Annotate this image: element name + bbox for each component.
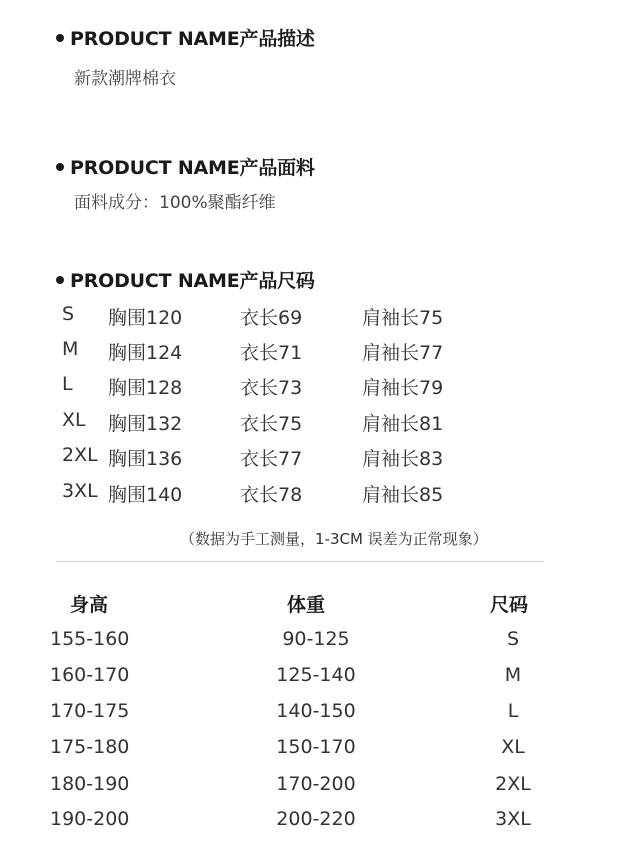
sleeve-value: 肩袖长83 — [362, 448, 444, 470]
bullet-icon — [56, 163, 64, 171]
length-value: 衣长69 — [240, 307, 303, 329]
size-chart-row — [0, 303, 640, 333]
sleeve-value: 肩袖长79 — [362, 377, 444, 399]
divider — [56, 561, 544, 562]
size-chart-row — [0, 409, 640, 439]
sleeve-value: 肩袖长77 — [362, 342, 444, 364]
section-size-title — [56, 266, 315, 293]
weight-cell: 140-150 — [276, 700, 356, 722]
length-value: 衣长75 — [240, 413, 303, 435]
sleeve-value: 肩袖长81 — [362, 413, 444, 435]
height-cell: 160-170 — [50, 664, 130, 686]
table-row — [0, 628, 640, 658]
weight-cell: 170-200 — [276, 773, 356, 795]
height-cell: 190-200 — [50, 808, 130, 830]
size-cell: M — [504, 664, 522, 686]
height-cell: 180-190 — [50, 773, 130, 795]
height-cell: 175-180 — [50, 736, 130, 758]
header-weight: 体重 — [287, 594, 326, 616]
size-label: XL — [62, 409, 86, 431]
weight-cell: 125-140 — [276, 664, 356, 686]
table-row — [0, 700, 640, 730]
table-row — [0, 736, 640, 766]
height-cell: 170-175 — [50, 700, 130, 722]
sleeve-value: 肩袖长75 — [362, 307, 444, 329]
length-value: 衣长77 — [240, 448, 303, 470]
length-value: 衣长78 — [240, 484, 303, 506]
size-label: M — [62, 338, 79, 360]
size-cell: 2XL — [495, 773, 531, 795]
weight-cell: 150-170 — [276, 736, 356, 758]
section-title-text: PRODUCT NAME产品描述 — [70, 28, 315, 50]
header-size: 尺码 — [490, 594, 529, 616]
weight-cell: 90-125 — [282, 628, 350, 650]
section-title-text: PRODUCT NAME产品尺码 — [70, 270, 315, 292]
chest-value: 胸围128 — [108, 377, 183, 399]
table-row — [0, 773, 640, 803]
size-cell: 3XL — [495, 808, 531, 830]
size-label: 2XL — [62, 444, 98, 466]
size-label: L — [62, 373, 73, 395]
size-chart-row — [0, 373, 640, 403]
header-height: 身高 — [70, 594, 109, 616]
length-value: 衣长71 — [240, 342, 303, 364]
bullet-icon — [56, 34, 64, 42]
size-chart-row — [0, 444, 640, 474]
chest-value: 胸围140 — [108, 484, 183, 506]
height-cell: 155-160 — [50, 628, 130, 650]
section-description-text: 新款潮牌棉衣 — [74, 69, 176, 89]
weight-cell: 200-220 — [276, 808, 356, 830]
measurement-note: （数据为手工测量，1-3CM 误差为正常现象） — [180, 530, 488, 548]
chest-value: 胸围120 — [108, 307, 183, 329]
size-cell: S — [506, 628, 520, 650]
chest-value: 胸围136 — [108, 448, 183, 470]
length-value: 衣长73 — [240, 377, 303, 399]
size-label: S — [62, 303, 75, 325]
bullet-icon — [56, 276, 64, 284]
sleeve-value: 肩袖长85 — [362, 484, 444, 506]
size-cell: XL — [501, 736, 525, 758]
chest-value: 胸围124 — [108, 342, 183, 364]
chest-value: 胸围132 — [108, 413, 183, 435]
section-description-title — [56, 24, 315, 51]
section-fabric-text: 面料成分：100%聚酯纤维 — [74, 193, 276, 213]
size-label: 3XL — [62, 480, 98, 502]
section-fabric-title — [56, 153, 315, 180]
section-title-text: PRODUCT NAME产品面料 — [70, 157, 315, 179]
table-row — [0, 808, 640, 838]
table-row — [0, 664, 640, 694]
size-chart-row — [0, 480, 640, 510]
size-chart-row — [0, 338, 640, 368]
size-cell: L — [507, 700, 519, 722]
